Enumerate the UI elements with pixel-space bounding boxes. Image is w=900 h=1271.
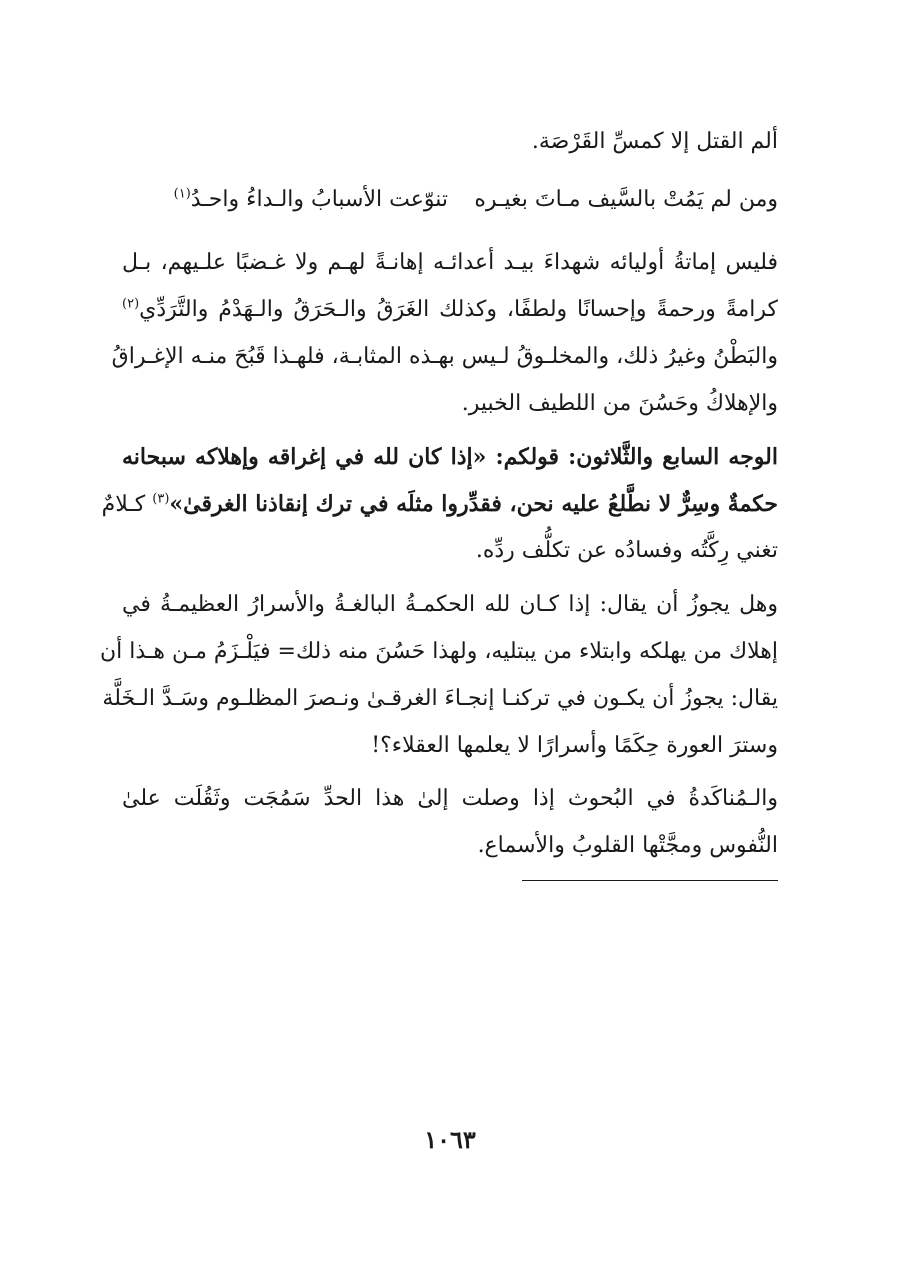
quoted-text: حكمةٌ وسِرٌّ لا نطَّلعُ عليه نحن، فقدِّروا مثلَه في ترك إنقاذنا الغرقىٰ»: [169, 491, 778, 517]
body-line: النُّفوس ومجَّتْها القلوبُ والأسماع.: [477, 833, 778, 858]
footnote-ref: (١): [173, 186, 191, 202]
body-line: والإهلاكُ وحَسُنَ من اللطيف الخبير.: [461, 391, 778, 416]
body-line-text: كرامةً ورحمةً وإحسانًا ولطفًا، وكذلك الغَرَقُ والـحَرَقُ والـهَدْمُ والتَّرَدِّي: [139, 297, 778, 322]
body-line: وسترَ العورة حِكَمًا وأسرارًا لا يعلمها العقلاء؟!: [371, 733, 778, 758]
body-line: تغني رِكَّتُه وفسادُه عن تكلُّف ردِّه.: [475, 538, 778, 563]
verse-first-half: ومن لم يَمُتْ بالسَّيف مـاتَ بغيـره: [474, 187, 778, 212]
body-line: والبَطْنُ وغيرُ ذلك، والمخلـوقُ لـيس بهـذه المثابـة، فلهـذا قَبُحَ منـه الإغـراقُ: [111, 344, 778, 369]
body-line: ألم القتل إلا كمسِّ القَرْصَة.: [531, 129, 778, 154]
footnote-separator: [522, 880, 778, 881]
body-line: [101, 484, 778, 525]
verse-second-half: [174, 180, 448, 220]
body-line: يقال: يجوزُ أن يكـون في تركنـا إنجـاءَ الغرقـىٰ ونـصرَ المظلـوم وسَـدَّ الـخَلَّة: [102, 686, 778, 711]
body-line: الوجه السابع والثَّلاثون: قولكم: «إذا كان لله في إغراقه وإهلاكه سبحانه: [122, 444, 778, 470]
body-line-text: كـلامٌ: [101, 492, 153, 517]
verse-second-half-text: تنوّعت الأسبابُ والـداءُ واحـدُ: [190, 187, 448, 212]
footnote-ref: (٣): [152, 491, 170, 507]
body-line: وهل يجوزُ أن يقال: إذا كـان لله الحكمـةُ البالغـةُ والأسرارُ العظيمـةُ في: [122, 592, 778, 617]
body-line: فليس إماتةُ أوليائه شهداءَ بيـد أعدائـه إهانـةً لهـم ولا غـضبًا علـيهم، بـل: [122, 250, 778, 275]
body-line: [122, 290, 778, 330]
body-line: إهلاك من يهلكه وابتلاء من يبتليه، ولهذا حَسُنَ منه ذلك= فيَلْـزَمُ مـن هـذا أن: [99, 639, 778, 664]
body-line: والـمُناكَدةُ في البُحوث إذا وصلت إلىٰ هذا الحدِّ سَمُجَت وثَقُلَت علىٰ: [122, 786, 778, 811]
footnote-ref: (٢): [122, 296, 140, 312]
page-number: ١٠٦٣: [424, 1125, 476, 1154]
